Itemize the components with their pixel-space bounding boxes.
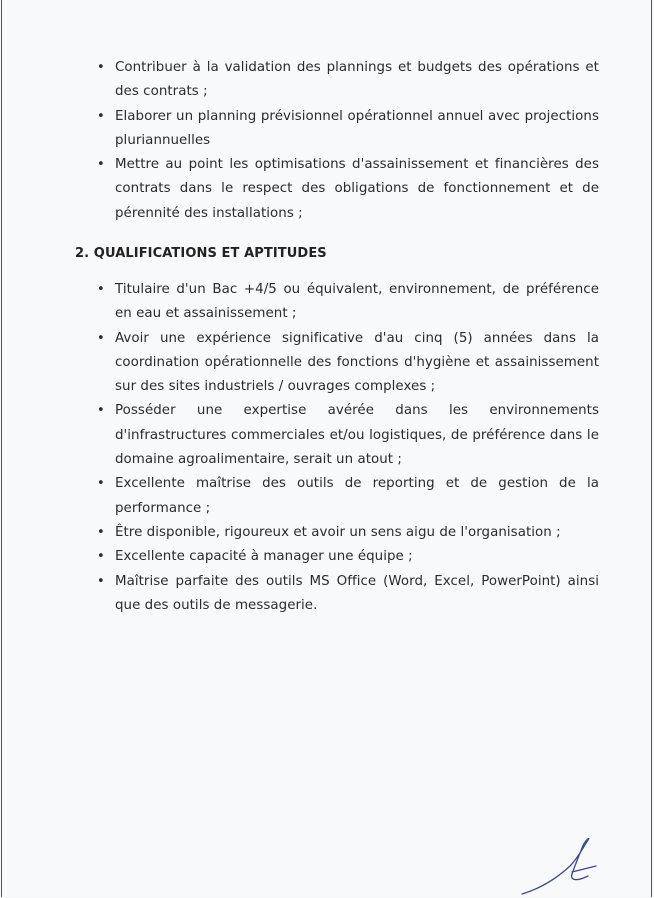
responsibilities-list: [95, 56, 599, 226]
list-item: • Maîtrise parfaite des outils MS Office (Word, Excel, PowerPoint) ainsi que des outils de messagerie.: [95, 570, 599, 619]
section-heading: 2. QUALIFICATIONS ET APTITUDES: [75, 246, 327, 261]
list-item: • Titulaire d'un Bac +4/5 ou équivalent, environnement, de préférence en eau et assainissement ;: [95, 278, 599, 327]
list-item: • Excellente capacité à manager une équipe ;: [95, 545, 599, 569]
bullet-icon: •: [97, 403, 105, 419]
bullet-icon: •: [97, 108, 105, 124]
bullet-icon: •: [97, 476, 105, 492]
bullet-icon: •: [97, 60, 105, 75]
bullet-icon: •: [97, 573, 105, 589]
qualifications-list: [95, 278, 599, 618]
signature-icon: [512, 838, 612, 898]
bullet-icon: •: [97, 330, 105, 346]
bullet-icon: •: [97, 282, 105, 297]
list-item: • Excellente maîtrise des outils de reporting et de gestion de la performance ;: [95, 472, 599, 521]
list-item: • Mettre au point les optimisations d'assainissement et financières des contrats dans le respect des obligations de fonctionnement et de pérennité des installations ;: [95, 153, 599, 226]
bullet-icon: •: [97, 549, 105, 565]
list-item: • Elaborer un planning prévisionnel opérationnel annuel avec projections pluriannuelles: [95, 105, 599, 154]
list-item: • Être disponible, rigoureux et avoir un sens aigu de l'organisation ;: [95, 521, 599, 545]
document-page: [1, 0, 652, 897]
list-item: • Contribuer à la validation des plannings et budgets des opérations et des contrats ;: [95, 56, 599, 105]
bullet-icon: •: [97, 157, 105, 173]
list-item: • Posséder une expertise avérée dans les environnements d'infrastructures commerciales et/ou logistiques, de préférence dans le domaine agroalimentaire, serait un atout ;: [95, 399, 599, 472]
list-item: • Avoir une expérience significative d'au cinq (5) années dans la coordination opérationnelle des fonctions d'hygiène et assainissement sur des sites industriels / ouvrages complexes ;: [95, 327, 599, 400]
bullet-icon: •: [97, 524, 105, 540]
